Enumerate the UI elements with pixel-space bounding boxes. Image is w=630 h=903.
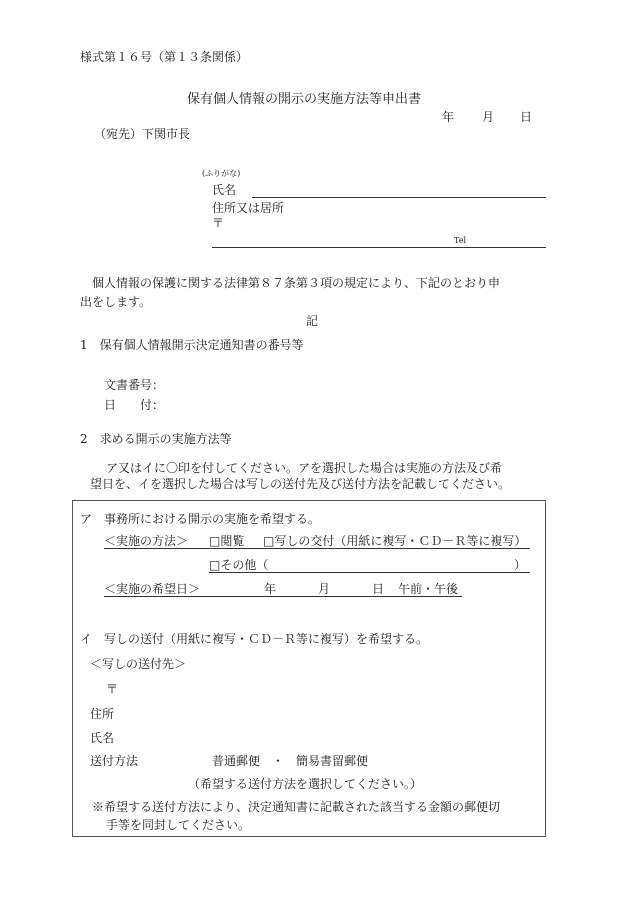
intro-line-1: 個人情報の保護に関する法律第８７条第３項の規定により、下記のとおり申	[92, 276, 501, 290]
section-1-heading: 1 保有個人情報開示決定通知書の番号等	[80, 338, 304, 352]
method-viewing-checkbox[interactable]: □閲覧	[209, 534, 245, 548]
addressee: （宛先）下関市長	[94, 127, 191, 141]
method-other-checkbox[interactable]: □その他（	[209, 558, 269, 572]
preferred-date-month: 月	[318, 582, 331, 596]
option-b-heading[interactable]: イ 写しの送付（用紙に複写・ＣＤ－Ｒ等に複写）を希望する。	[80, 632, 429, 646]
preferred-date-underline[interactable]	[104, 596, 462, 597]
stamp-note-line-2: 手等を同封してください。	[106, 818, 251, 832]
send-method-options[interactable]: 普通郵便 ・ 簡易書留郵便	[212, 754, 369, 768]
date-day-label: 日	[520, 110, 533, 124]
destination-label: ＜写しの送付先＞	[90, 657, 187, 671]
preferred-date-year: 年	[264, 582, 277, 596]
form-number: 様式第１６号（第１３条関係）	[80, 50, 249, 64]
doc-number-label: 文書番号：	[104, 378, 165, 392]
doc-date-label: 日 付：	[104, 398, 165, 412]
postal-mark: 〒	[212, 216, 225, 230]
destination-postal-mark: 〒	[106, 682, 119, 696]
applicant-address-label: 住所又は居所	[212, 201, 285, 215]
method-other-close: ）	[514, 558, 527, 572]
applicant-address-line[interactable]	[212, 247, 546, 248]
method-label: ＜実施の方法＞	[104, 534, 189, 548]
send-method-note: （希望する送付方法を選択してください。）	[188, 777, 423, 791]
preferred-date-label: ＜実施の希望日＞	[104, 582, 201, 596]
section-2-instruction-2: 望日を、イを選択した場合は写しの送付先及び送付方法を記載してください。	[90, 477, 511, 491]
applicant-name-label: 氏名	[212, 183, 237, 197]
method-copy-checkbox[interactable]: □写しの交付（用紙に複写・ＣＤ－Ｒ等に複写）	[263, 534, 527, 548]
intro-line-2: 出をします。	[80, 295, 152, 309]
stamp-note-line-1: ※希望する送付方法により、決定通知書に記載された該当する金額の郵便切	[92, 800, 501, 814]
send-method-label: 送付方法	[90, 754, 139, 768]
tel-label: Tel	[454, 236, 467, 245]
applicant-name-line[interactable]	[252, 197, 546, 198]
furigana-label: (ふりがな)	[202, 169, 241, 178]
destination-name-label: 氏名	[90, 731, 115, 745]
document-title: 保有個人情報の開示の実施方法等申出書	[187, 92, 422, 107]
method-underline	[104, 548, 530, 549]
preferred-date-day: 日	[372, 582, 385, 596]
am-pm-choice[interactable]: 午前・午後	[398, 582, 459, 596]
section-2-heading: 2 求める開示の実施方法等	[80, 432, 232, 446]
date-month-label: 月	[482, 110, 495, 124]
option-a-heading[interactable]: ア 事務所における開示の実施を希望する。	[80, 512, 321, 526]
destination-address-label: 住所	[90, 707, 115, 721]
section-2-instruction-1: ア又はイに〇印を付してください。アを選択した場合は実施の方法及び希	[106, 461, 503, 475]
ki-label: 記	[306, 314, 319, 328]
date-year-label: 年	[442, 110, 455, 124]
method-other-line[interactable]	[209, 572, 530, 573]
